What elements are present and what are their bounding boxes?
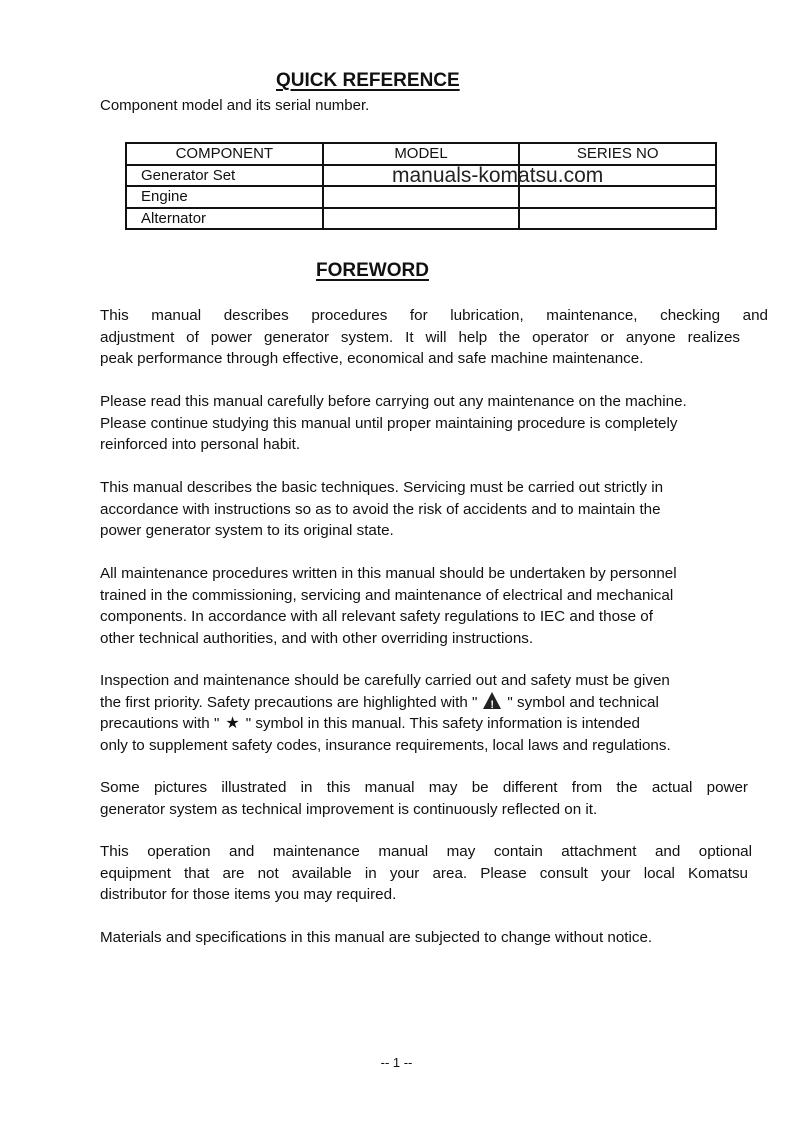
- text-line: only to supplement safety codes, insurance requirements, local laws and regulations.: [100, 736, 671, 754]
- paragraph: [100, 777, 768, 820]
- watermark: manuals-komatsu.com: [392, 164, 604, 187]
- star-icon: ★: [225, 715, 240, 732]
- table-cell: Alternator: [126, 208, 323, 230]
- paragraph: [100, 391, 768, 456]
- paragraph: [100, 841, 768, 906]
- quick-reference-subtitle: Component model and its serial number.: [100, 97, 370, 114]
- table-cell: [323, 208, 520, 230]
- text-line: This manual describes procedures for lubrication, maintenance, checking and: [100, 307, 768, 324]
- text-line: Inspection and maintenance should be carefully carried out and safety must be given: [100, 672, 670, 689]
- table-cell: [323, 186, 520, 208]
- text-fragment: precautions with ": [100, 715, 220, 732]
- text-fragment: " symbol in this manual. This safety information is intended: [245, 715, 640, 732]
- text-line: Please read this manual carefully before carrying out any maintenance on the machine.: [100, 393, 687, 410]
- table-cell: Engine: [126, 186, 323, 208]
- paragraph: [100, 305, 768, 370]
- table-header-row: [126, 143, 716, 165]
- text-line: All maintenance procedures written in this manual should be undertaken by personnel: [100, 565, 677, 582]
- table-row: [126, 186, 716, 208]
- text-line: peak performance through effective, economical and safe machine maintenance.: [100, 350, 644, 367]
- paragraph: [100, 477, 768, 542]
- warning-triangle-icon: [483, 692, 501, 709]
- text-line: trained in the commissioning, servicing and maintenance of electrical and mechanical: [100, 586, 674, 604]
- text-line: power generator system to its original state.: [100, 522, 394, 539]
- table-header: SERIES NO: [519, 143, 716, 165]
- text-line: This manual describes the basic techniques. Servicing must be carried out strictly in: [100, 479, 664, 496]
- foreword-title: FOREWORD: [316, 260, 429, 281]
- text-line: accordance with instructions so as to avoid the risk of accidents and to maintain the: [100, 500, 661, 518]
- page-number: -- 1 --: [380, 1055, 413, 1070]
- text-line: This operation and maintenance manual may contain attachment and optional: [100, 843, 752, 860]
- text-line: [100, 713, 768, 735]
- text-line: [100, 692, 768, 714]
- text-line: reinforced into personal habit.: [100, 436, 301, 453]
- text-fragment: " symbol and technical: [507, 693, 659, 711]
- table-cell: [519, 208, 716, 230]
- text-line: equipment that are not available in your area. Please consult your local Komatsu: [100, 864, 748, 882]
- table-row: [126, 208, 716, 230]
- table-cell: Generator Set: [126, 165, 323, 187]
- paragraph: [100, 927, 768, 949]
- table-header: COMPONENT: [126, 143, 323, 165]
- text-line: Some pictures illustrated in this manual may be different from the actual power: [100, 779, 748, 796]
- text-line: adjustment of power generator system. It will help the operator or anyone realizes: [100, 328, 740, 346]
- text-fragment: the first priority. Safety precautions are highlighted with ": [100, 693, 478, 711]
- table-header: MODEL: [323, 143, 520, 165]
- text-line: Please continue studying this manual until proper maintaining procedure is completely: [100, 414, 678, 432]
- table-cell: [519, 186, 716, 208]
- paragraph: [100, 670, 768, 756]
- text-line: components. In accordance with all relevant safety regulations to IEC and those of: [100, 608, 653, 625]
- text-line: distributor for those items you may required.: [100, 886, 397, 903]
- quick-reference-title: QUICK REFERENCE: [276, 70, 460, 91]
- text-line: other technical authorities, and with other overriding instructions.: [100, 629, 534, 647]
- paragraph: [100, 563, 768, 649]
- text-line: Materials and specifications in this manual are subjected to change without notice.: [100, 929, 653, 946]
- text-line: generator system as technical improvement is continuously reflected on it.: [100, 800, 598, 818]
